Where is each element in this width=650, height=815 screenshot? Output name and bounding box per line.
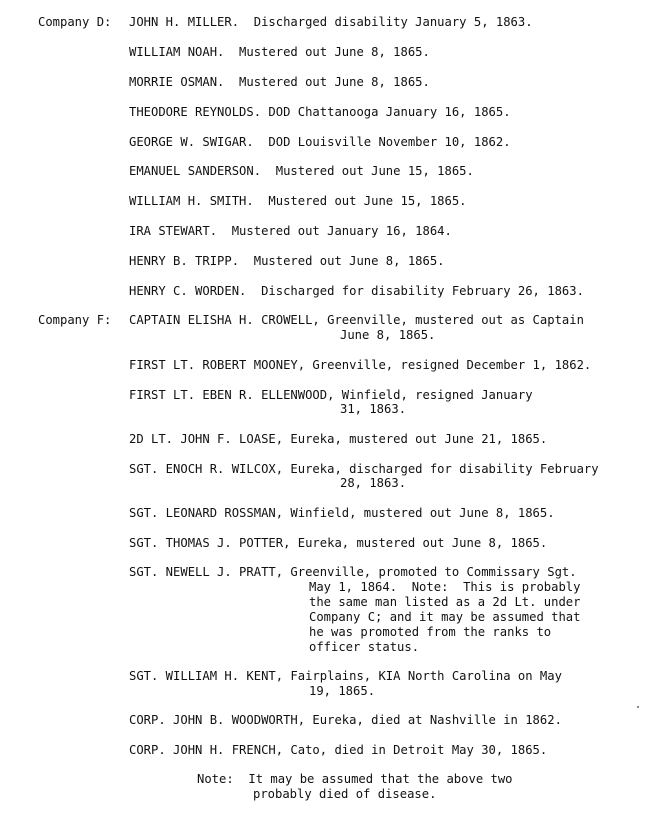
roster-entry-continuation: 28, 1863. bbox=[340, 476, 407, 490]
roster-entry: CORP. JOHN B. WOODWORTH, Eureka, died at Nashville in 1862. bbox=[129, 713, 562, 727]
roster-entry-continuation: officer status. bbox=[309, 640, 420, 654]
roster-entry: SGT. ENOCH R. WILCOX, Eureka, discharged for disability February bbox=[129, 462, 599, 476]
company-d-label: Company D: bbox=[38, 15, 112, 29]
roster-entry: WILLIAM H. SMITH. Mustered out June 15, 1865. bbox=[129, 194, 467, 208]
scan-speck bbox=[637, 706, 639, 708]
roster-entry: SGT. NEWELL J. PRATT, Greenville, promoted to Commissary Sgt. bbox=[129, 565, 577, 579]
roster-entry: HENRY C. WORDEN. Discharged for disability February 26, 1863. bbox=[129, 284, 584, 298]
roster-entry: SGT. LEONARD ROSSMAN, Winfield, mustered out June 8, 1865. bbox=[129, 506, 555, 520]
roster-entry: FIRST LT. EBEN R. ELLENWOOD, Winfield, resigned January bbox=[129, 388, 533, 402]
roster-entry: CAPTAIN ELISHA H. CROWELL, Greenville, mustered out as Captain bbox=[129, 313, 584, 327]
roster-entry-continuation: 31, 1863. bbox=[340, 402, 407, 416]
roster-entry: SGT. WILLIAM H. KENT, Fairplains, KIA North Carolina on May bbox=[129, 669, 562, 683]
roster-entry-continuation: the same man listed as a 2d Lt. under bbox=[309, 595, 581, 609]
roster-entry: HENRY B. TRIPP. Mustered out June 8, 1865. bbox=[129, 254, 445, 268]
roster-entry: WILLIAM NOAH. Mustered out June 8, 1865. bbox=[129, 45, 430, 59]
roster-entry-continuation: 19, 1865. bbox=[309, 684, 376, 698]
roster-entry: 2D LT. JOHN F. LOASE, Eureka, mustered out June 21, 1865. bbox=[129, 432, 548, 446]
footnote-line: Note: It may be assumed that the above two bbox=[197, 772, 513, 786]
roster-entry: THEODORE REYNOLDS. DOD Chattanooga January 16, 1865. bbox=[129, 105, 511, 119]
roster-entry: CORP. JOHN H. FRENCH, Cato, died in Detroit May 30, 1865. bbox=[129, 743, 548, 757]
roster-entry-continuation: June 8, 1865. bbox=[340, 328, 436, 342]
roster-entry: MORRIE OSMAN. Mustered out June 8, 1865. bbox=[129, 75, 430, 89]
roster-entry: JOHN H. MILLER. Discharged disability January 5, 1863. bbox=[129, 15, 533, 29]
roster-entry: GEORGE W. SWIGAR. DOD Louisville November 10, 1862. bbox=[129, 135, 511, 149]
footnote-line: probably died of disease. bbox=[253, 787, 437, 801]
roster-entry-continuation: Company C; and it may be assumed that bbox=[309, 610, 581, 624]
roster-entry: SGT. THOMAS J. POTTER, Eureka, mustered out June 8, 1865. bbox=[129, 536, 548, 550]
roster-entry: FIRST LT. ROBERT MOONEY, Greenville, resigned December 1, 1862. bbox=[129, 358, 592, 372]
roster-entry: IRA STEWART. Mustered out January 16, 1864. bbox=[129, 224, 452, 238]
roster-entry: EMANUEL SANDERSON. Mustered out June 15, 1865. bbox=[129, 164, 474, 178]
company-f-label: Company F: bbox=[38, 313, 112, 327]
roster-entry-continuation: May 1, 1864. Note: This is probably bbox=[309, 580, 581, 594]
roster-entry-continuation: he was promoted from the ranks to bbox=[309, 625, 552, 639]
